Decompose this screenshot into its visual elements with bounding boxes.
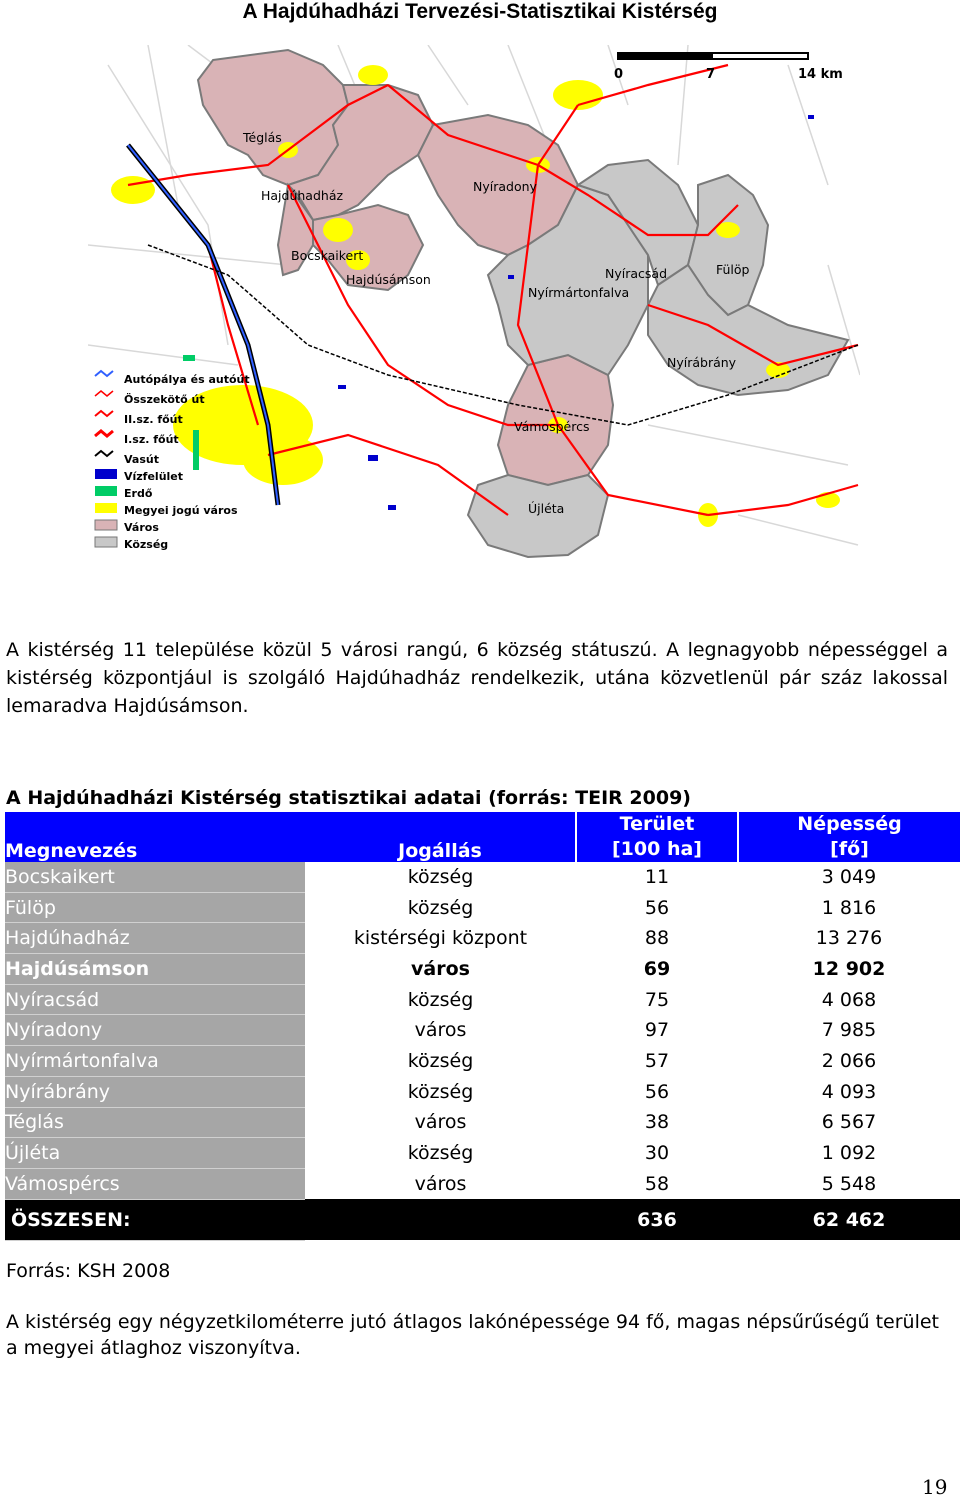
cell-status: község <box>407 1142 474 1165</box>
cell-area: 58 <box>644 1172 670 1195</box>
table-row <box>5 1138 960 1169</box>
density-paragraph: A kistérség egy négyzetkilométerre jutó átlagos lakónépessége 94 fő, magas népsűrűségű terület a megyei átlaghoz viszonyítva. <box>6 1311 939 1359</box>
cell-population: 4 068 <box>821 988 877 1011</box>
header-area-line2: [100 ha] <box>612 838 702 860</box>
cell-population: 6 567 <box>821 1111 877 1134</box>
cell-name: Vámospércs <box>5 1168 305 1199</box>
map-label-hajduhadhaz: Hajdúhadház <box>261 188 344 203</box>
cell-name: Fülöp <box>5 892 305 923</box>
total-population: 62 462 <box>738 1199 960 1240</box>
header-area <box>576 812 738 862</box>
cell-area: 88 <box>644 927 670 950</box>
table-row <box>5 892 960 923</box>
table-row <box>5 954 960 985</box>
cell-population: 1 816 <box>821 896 877 919</box>
legend-water: Vízfelület <box>124 470 184 483</box>
scale-0: 0 <box>614 67 624 82</box>
scale-7: 7 <box>706 67 716 82</box>
map-label-bocskaikert: Bocskaikert <box>291 248 364 263</box>
table-row <box>5 1107 960 1138</box>
table-row <box>5 862 960 892</box>
table-caption: A Hajdúhadházi Kistérség statisztikai adatai (forrás: TEIR 2009) <box>6 787 691 809</box>
cell-area: 56 <box>644 1080 670 1103</box>
table-row <box>5 1076 960 1107</box>
header-status: Jogállás <box>305 812 576 862</box>
scale-14km: 14 km <box>798 67 843 82</box>
legend-forest: Erdő <box>124 487 153 500</box>
legend-village: Község <box>124 538 169 551</box>
cell-population: 4 093 <box>821 1080 877 1103</box>
legend-highway: Autópálya és autóút <box>124 373 250 386</box>
map-label-ujleta: Újléta <box>528 501 565 516</box>
legend-city: Város <box>124 521 159 534</box>
page-number: 19 <box>922 1475 948 1499</box>
source-note: Forrás: KSH 2008 <box>6 1260 171 1282</box>
cell-population: 13 276 <box>815 927 883 950</box>
header-population <box>738 812 960 862</box>
map-label-fulop: Fülöp <box>716 262 750 277</box>
cell-population: 12 902 <box>812 957 886 980</box>
legend-railway: Vasút <box>124 453 159 466</box>
cell-name: Hajdúsámson <box>5 954 305 985</box>
cell-status: kistérségi központ <box>353 927 528 950</box>
table-row <box>5 923 960 954</box>
cell-population: 1 092 <box>821 1142 877 1165</box>
cell-status: város <box>414 1111 467 1134</box>
map-label-teglas: Téglás <box>243 130 282 145</box>
cell-status: község <box>407 1080 474 1103</box>
table-header-row <box>5 812 960 862</box>
cell-name: Bocskaikert <box>5 862 305 892</box>
cell-area: 56 <box>644 896 670 919</box>
cell-status: város <box>411 957 470 980</box>
table-row <box>5 1046 960 1077</box>
cell-status: község <box>407 1049 474 1072</box>
map-label-vamospercs: Vámospércs <box>514 419 590 434</box>
page-title: A Hajdúhadházi Tervezési-Statisztikai Kistérség <box>242 0 718 23</box>
map-label-nyirabrany: Nyírábrány <box>667 355 737 370</box>
statistics-table <box>5 812 960 1241</box>
total-label: ÖSSZESEN: <box>5 1199 305 1240</box>
cell-status: község <box>407 866 474 889</box>
cell-name: Újléta <box>5 1138 305 1169</box>
intro-paragraph: A kistérség 11 települése közül 5 városi rangú, 6 község státuszú. A legnagyobb népességgel a kistérség központjául is szolgáló Hajdúhadház rendelkezik, utána közvetlenül pár száz lakossal lemaradva Hajdúsámson. <box>6 639 948 717</box>
cell-status: város <box>414 1019 467 1042</box>
cell-area: 38 <box>644 1111 670 1134</box>
cell-area: 75 <box>644 988 670 1011</box>
table-row <box>5 1168 960 1199</box>
legend-connecting-road: Összekötő út <box>124 393 205 406</box>
cell-name: Nyíradony <box>5 1015 305 1046</box>
cell-population: 2 066 <box>821 1049 877 1072</box>
cell-area: 30 <box>644 1142 670 1165</box>
cell-name: Téglás <box>5 1107 305 1138</box>
map-label-hajdusamson: Hajdúsámson <box>346 272 431 287</box>
cell-area: 97 <box>644 1019 670 1042</box>
cell-population: 3 049 <box>821 866 877 889</box>
legend-primary-road: I.sz. főút <box>124 433 179 446</box>
cell-name: Nyírábrány <box>5 1076 305 1107</box>
header-pop-line1: Népesség <box>797 813 902 835</box>
cell-status: község <box>407 988 474 1011</box>
cell-name: Nyíracsád <box>5 984 305 1015</box>
legend-county-city: Megyei jogú város <box>124 504 238 517</box>
cell-area: 11 <box>644 866 670 889</box>
cell-name: Hajdúhadház <box>5 923 305 954</box>
map-label-nyiradony: Nyíradony <box>473 179 537 194</box>
cell-area: 69 <box>643 957 671 980</box>
total-status-empty <box>305 1199 576 1240</box>
header-name: Megnevezés <box>5 812 305 862</box>
map-label-nyiracsad: Nyíracsád <box>605 266 667 281</box>
subregion-map <box>88 45 860 560</box>
table-row <box>5 1015 960 1046</box>
table-row <box>5 984 960 1015</box>
header-area-line1: Terület <box>619 813 695 835</box>
header-pop-line2: [fő] <box>830 838 869 860</box>
cell-status: község <box>407 896 474 919</box>
table-total-row <box>5 1199 960 1240</box>
total-area: 636 <box>576 1199 738 1240</box>
cell-name: Nyírmártonfalva <box>5 1046 305 1077</box>
cell-population: 5 548 <box>821 1172 877 1195</box>
cell-population: 7 985 <box>821 1019 877 1042</box>
cell-status: város <box>414 1172 467 1195</box>
legend-secondary-road: II.sz. főút <box>124 413 183 426</box>
cell-area: 57 <box>644 1049 670 1072</box>
map-label-nyirmartonfalva: Nyírmártonfalva <box>528 285 630 300</box>
